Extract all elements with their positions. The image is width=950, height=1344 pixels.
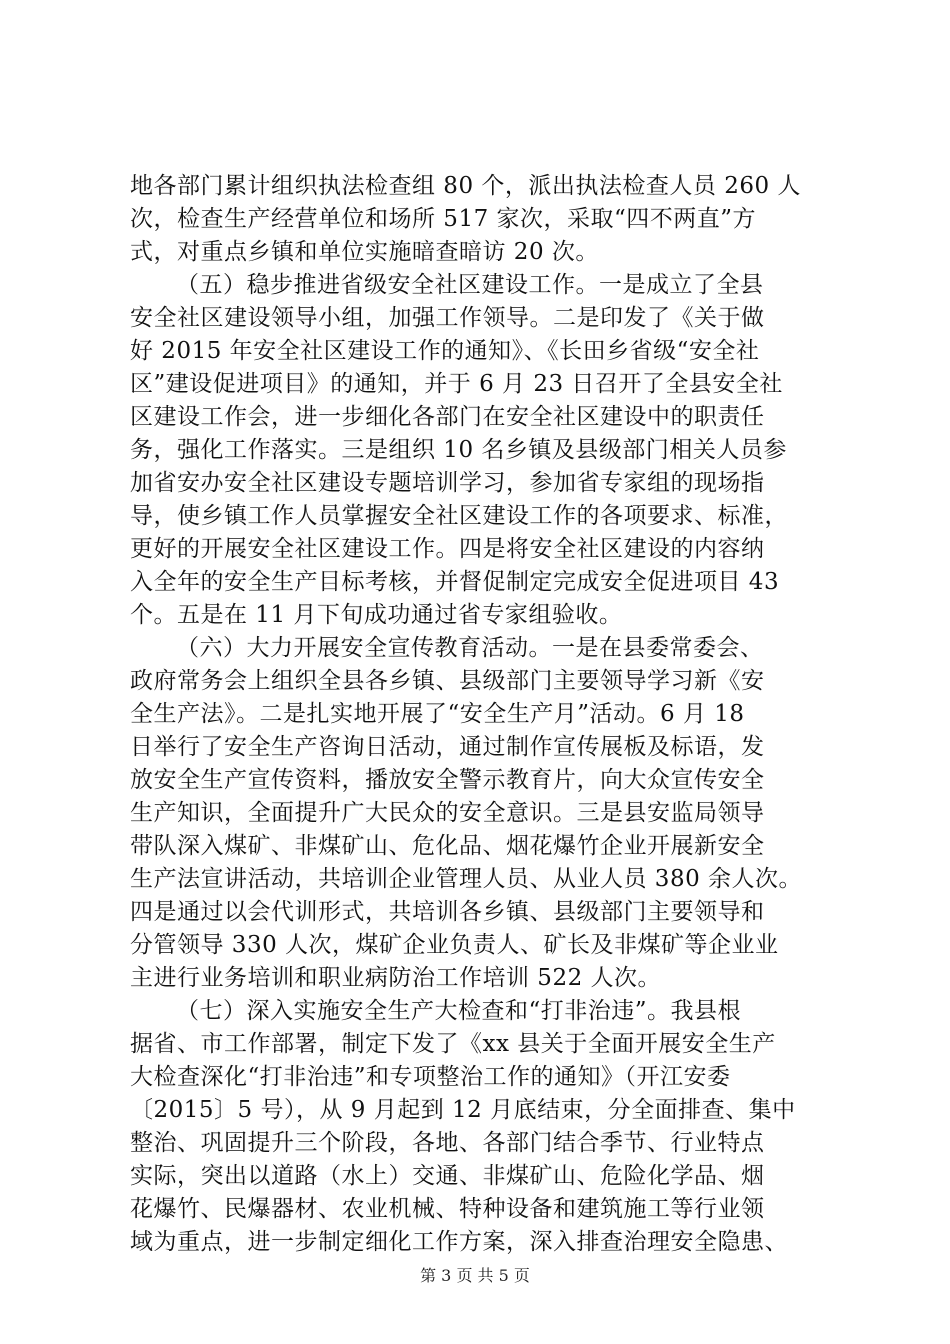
text-line: 导，使乡镇工作人员掌握安全社区建设工作的各项要求、标准， (130, 503, 788, 529)
text-line: 实际，突出以道路（水上）交通、非煤矿山、危险化学品、烟 (130, 1163, 765, 1189)
text-line: 区建设工作会，进一步细化各部门在安全社区建设中的职责任 (130, 404, 765, 430)
text-line: 四是通过以会代训形式，共培训各乡镇、县级部门主要领导和 (130, 899, 765, 925)
text-line: 据省、市工作部署，制定下发了《xx 县关于全面开展安全生产 (130, 1031, 776, 1057)
text-line: 务，强化工作落实。三是组织 10 名乡镇及县级部门相关人员参 (130, 437, 787, 463)
text-line: 生产法宣讲活动，共培训企业管理人员、从业人员 380 余人次。 (130, 866, 803, 892)
text-line: 花爆竹、民爆器材、农业机械、特种设备和建筑施工等行业领 (130, 1196, 765, 1222)
text-line: 大检查深化“打非治违”和专项整治工作的通知》（开江安委 (130, 1064, 731, 1090)
text-line: 更好的开展安全社区建设工作。四是将安全社区建设的内容纳 (130, 536, 765, 562)
text-line: 安全社区建设领导小组，加强工作领导。二是印发了《关于做 (130, 305, 765, 331)
text-line: 加省安办安全社区建设专题培训学习，参加省专家组的现场指 (130, 470, 765, 496)
text-line: 式，对重点乡镇和单位实施暗查暗访 20 次。 (130, 239, 599, 265)
text-line: 放安全生产宣传资料，播放安全警示教育片，向大众宣传安全 (130, 767, 765, 793)
section-heading-line: （七）深入实施安全生产大检查和“打非治违”。我县根 (176, 998, 742, 1024)
section-heading-line: （五）稳步推进省级安全社区建设工作。一是成立了全县 (176, 272, 764, 298)
text-line: 好 2015 年安全社区建设工作的通知》、《长田乡省级“安全社 (130, 338, 760, 364)
text-line: 入全年的安全生产目标考核，并督促制定完成安全促进项目 43 (130, 569, 780, 595)
document-body (130, 170, 845, 1259)
text-line: 地各部门累计组织执法检查组 80 个，派出执法检查人员 260 人 (130, 173, 801, 199)
text-line: 全生产法》。二是扎实地开展了“安全生产月”活动。6 月 18 (130, 701, 745, 727)
text-line: 分管领导 330 人次，煤矿企业负责人、矿长及非煤矿等企业业 (130, 932, 779, 958)
text-line: 整治、巩固提升三个阶段，各地、各部门结合季节、行业特点 (130, 1130, 765, 1156)
text-line: 域为重点，进一步制定细化工作方案，深入排查治理安全隐患、 (130, 1229, 788, 1255)
text-line: 次，检查生产经营单位和场所 517 家次，采取“四不两直”方 (130, 206, 757, 232)
text-line: 政府常务会上组织全县各乡镇、县级部门主要领导学习新《安 (130, 668, 765, 694)
text-line: 日举行了安全生产咨询日活动，通过制作宣传展板及标语，发 (130, 734, 765, 760)
text-line: 区”建设促进项目》的通知，并于 6 月 23 日召开了全县安全社 (130, 371, 783, 397)
text-line: 〔2015〕5 号），从 9 月起到 12 月底结束，分全面排查、集中 (130, 1097, 796, 1123)
text-line: 带队深入煤矿、非煤矿山、危化品、烟花爆竹企业开展新安全 (130, 833, 765, 859)
text-line: 个。五是在 11 月下旬成功通过省专家组验收。 (130, 602, 623, 628)
text-line: 主进行业务培训和职业病防治工作培训 522 人次。 (130, 965, 662, 991)
text-line: 生产知识，全面提升广大民众的安全意识。三是县安监局领导 (130, 800, 765, 826)
section-heading-line: （六）大力开展安全宣传教育活动。一是在县委常委会、 (176, 635, 764, 661)
page-number-footer: 第 3 页 共 5 页 (420, 1266, 530, 1285)
